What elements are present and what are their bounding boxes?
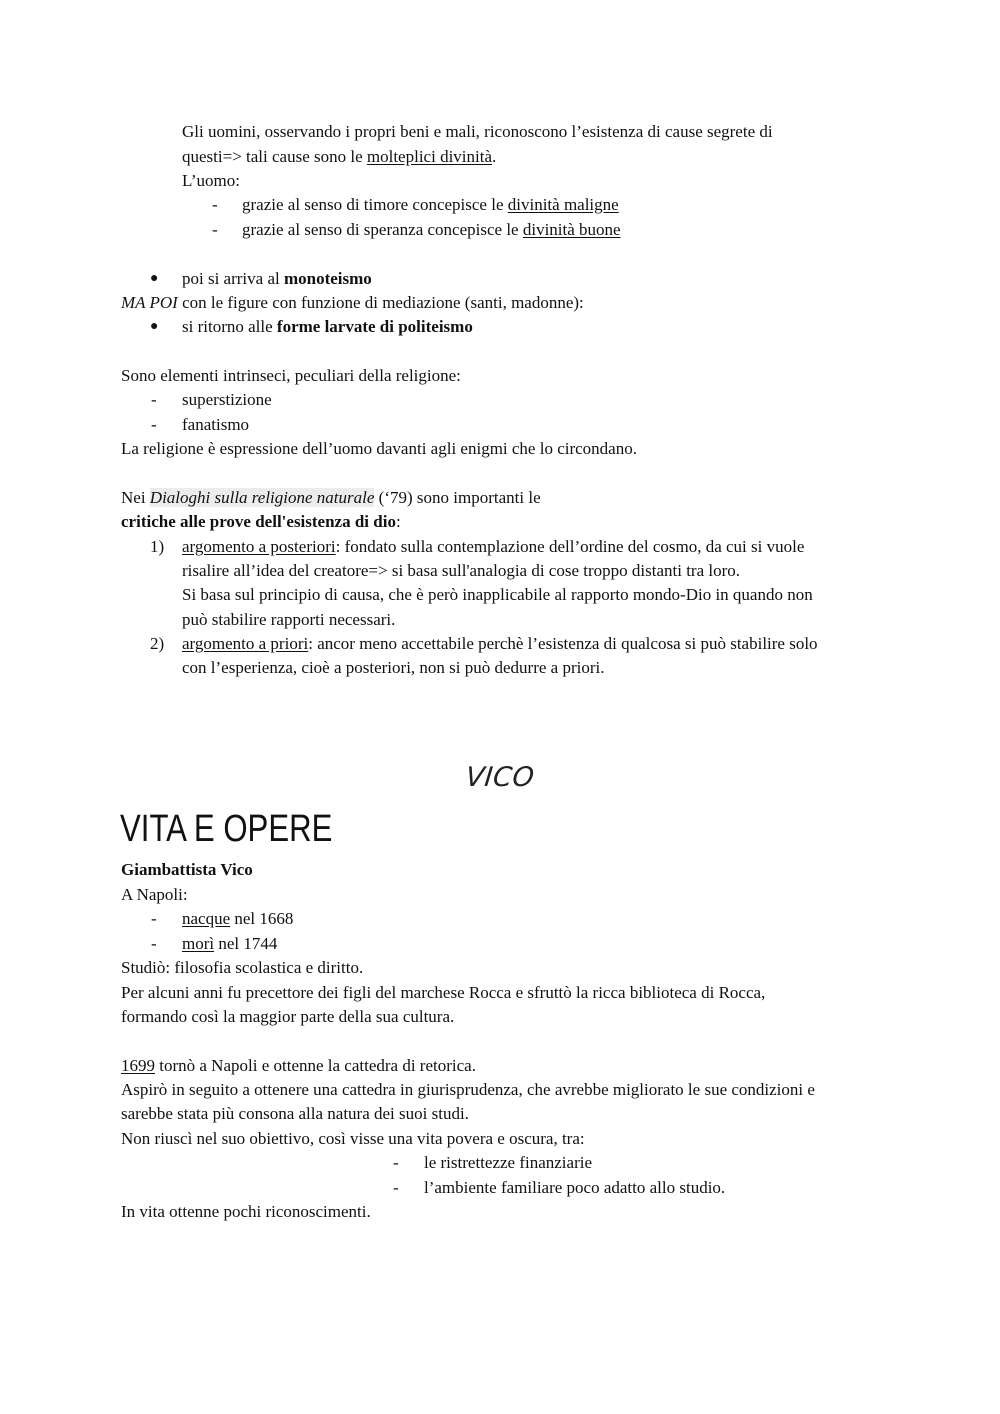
italic-term: MA POI (121, 293, 178, 312)
list-item (182, 315, 473, 339)
text-span: nel 1744 (214, 934, 278, 953)
list-item (242, 193, 619, 217)
book-title: Dialoghi sulla religione naturale (149, 488, 375, 507)
text-line: La religione è espressione dell’uomo davanti agli enigmi che lo circondano. (121, 439, 637, 458)
text-line: In vita ottenne pochi riconoscimenti. (121, 1202, 371, 1221)
text-line: formando così la maggior parte della sua cultura. (121, 1007, 455, 1026)
author-name: Giambattista Vico (121, 860, 253, 879)
underlined-term: divinità buone (522, 220, 621, 239)
underlined-term: 1699 (121, 1056, 155, 1075)
list-item (182, 535, 804, 559)
text-span: con le figure con funzione di mediazione (santi, madonne): (177, 293, 584, 312)
section-title: VICO (464, 762, 536, 793)
text-span: : fondato sulla contemplazione dell’ordine del cosmo, da cui si vuole (335, 537, 805, 556)
dash-marker: - (212, 220, 218, 239)
text-line: Gli uomini, osservando i propri beni e mali, riconoscono l’esistenza di cause segrete di (182, 122, 773, 141)
text-line: Aspirò in seguito a ottenere una cattedra in giurisprudenza, che avrebbe migliorato le sue condizioni e (121, 1080, 815, 1099)
text-line: A Napoli: (121, 885, 188, 904)
text-span: grazie al senso di timore concepisce le (242, 195, 508, 214)
text-span: Nei (121, 488, 150, 507)
text-line: L’uomo: (182, 171, 240, 190)
dash-marker: - (212, 195, 218, 214)
text-line: con l’esperienza, cioè a posteriori, non si può dedurre a priori. (182, 658, 605, 677)
text-span: : (395, 512, 401, 531)
text-span: poi si arriva al (182, 269, 284, 288)
text-line (121, 291, 584, 315)
bold-term: critiche alle prove dell'esistenza di dio (121, 512, 396, 531)
list-item (182, 932, 277, 956)
list-item (242, 218, 621, 242)
text-span: (‘79) sono importanti le (374, 488, 541, 507)
text-line (121, 1054, 476, 1078)
list-item (182, 632, 818, 656)
number-marker: 2) (150, 634, 165, 653)
text-span: : ancor meno accettabile perchè l’esistenza di qualcosa si può stabilire solo (308, 634, 818, 653)
list-item: superstizione (182, 390, 272, 409)
dash-marker: - (151, 390, 157, 409)
text-line: Studiò: filosofia scolastica e diritto. (121, 958, 364, 977)
dash-marker: - (151, 909, 157, 928)
text-line: può stabilire rapporti necessari. (182, 610, 396, 629)
text-span: grazie al senso di speranza concepisce le (242, 220, 523, 239)
text-line (121, 510, 401, 534)
text-line: sarebbe stata più consona alla natura dei suoi studi. (121, 1104, 469, 1123)
list-item: le ristrettezze finanziarie (424, 1153, 592, 1172)
list-item: fanatismo (182, 415, 250, 434)
dash-marker: - (151, 415, 157, 434)
text-span: questi=> tali cause sono le (182, 147, 367, 166)
text-span: nel 1668 (230, 909, 294, 928)
heading: VITA E OPERE (120, 808, 333, 850)
text-line: Per alcuni anni fu precettore dei figli del marchese Rocca e sfruttò la ricca biblioteca di Rocca, (121, 983, 766, 1002)
bullet-marker: ● (150, 319, 159, 334)
dash-marker: - (151, 934, 157, 953)
text-line: Si basa sul principio di causa, che è però inapplicabile al rapporto mondo-Dio in quando non (182, 585, 813, 604)
list-item (182, 907, 293, 931)
number-marker: 1) (150, 537, 165, 556)
text-line: risalire all’idea del creatore=> si basa sull'analogia di cose troppo distanti tra loro. (182, 561, 741, 580)
underlined-term: divinità maligne (507, 195, 619, 214)
underlined-term: nacque (182, 909, 231, 928)
text-line (121, 486, 541, 510)
text-line: Non riuscì nel suo obiettivo, così visse una vita povera e oscura, tra: (121, 1129, 585, 1148)
bullet-marker: ● (150, 271, 159, 286)
list-item: l’ambiente familiare poco adatto allo studio. (424, 1178, 726, 1197)
text-span: tornò a Napoli e ottenne la cattedra di retorica. (155, 1056, 476, 1075)
text-span: si ritorno alle (182, 317, 277, 336)
underlined-term: argomento a posteriori (182, 537, 336, 556)
text-line: Sono elementi intrinseci, peculiari della religione: (121, 366, 461, 385)
text-line (182, 145, 496, 169)
underlined-term: argomento a priori (182, 634, 309, 653)
underlined-term: morì (182, 934, 215, 953)
dash-marker: - (393, 1178, 399, 1197)
dash-marker: - (393, 1153, 399, 1172)
bold-term: monoteismo (283, 269, 372, 288)
text-span: . (492, 147, 497, 166)
list-item (182, 267, 372, 291)
underlined-term: molteplici divinità (366, 147, 493, 166)
bold-term: forme larvate di politeismo (276, 317, 473, 336)
